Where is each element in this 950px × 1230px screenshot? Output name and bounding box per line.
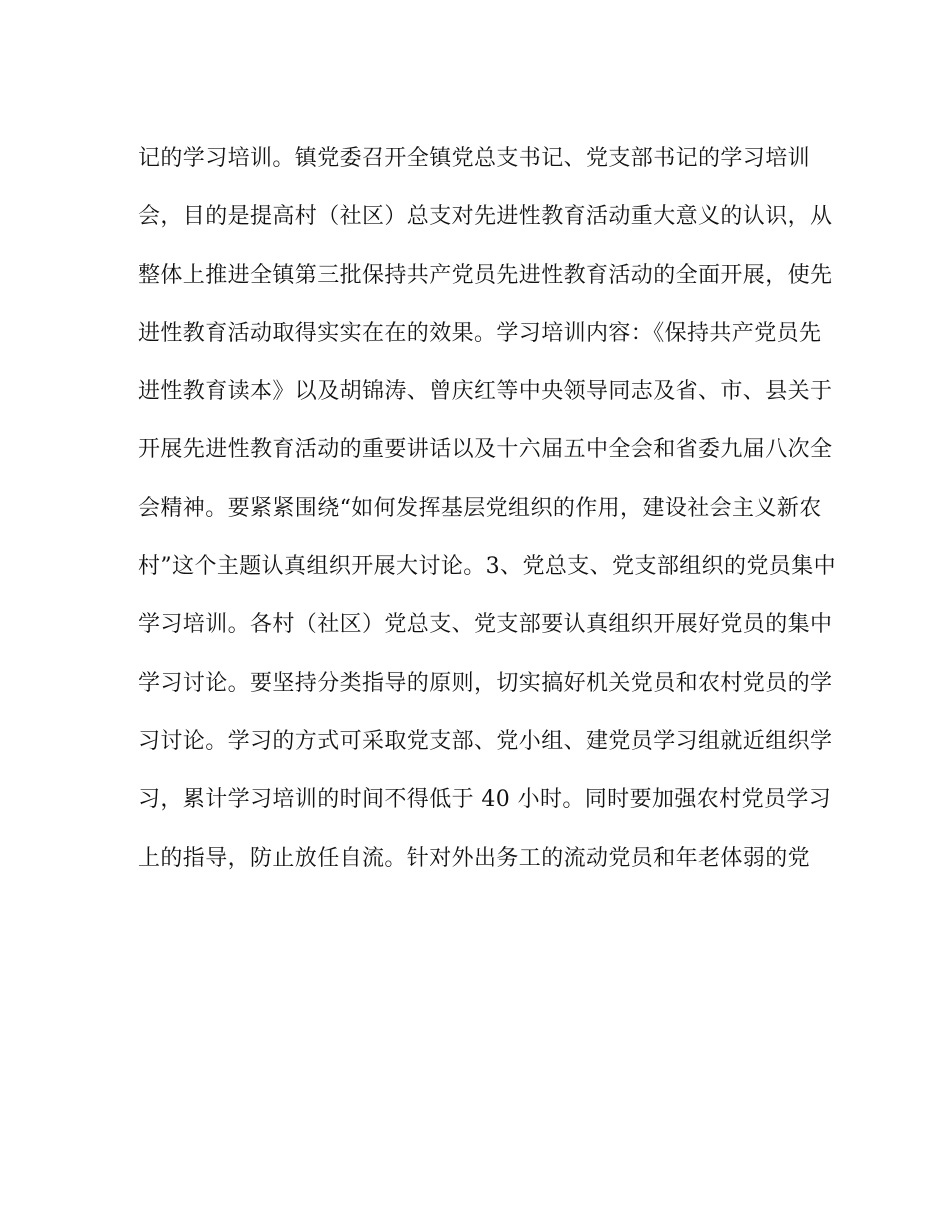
text-line-7: 会精神。要紧紧围绕“如何发挥基层党组织的作用，建设社会主义新农 <box>138 495 822 521</box>
text-line-12: 习，累计学习培训的时间不得低于 40 小时。同时要加强农村党员学习 <box>138 787 832 813</box>
text-line-13: 上的指导，防止放任自流。针对外出务工的流动党员和年老体弱的党 <box>138 845 811 871</box>
text-line-6: 开展先进性教育活动的重要讲话以及十六届五中全会和省委九届八次全 <box>138 437 833 463</box>
text-line-1: 记的学习培训。镇党委召开全镇党总支书记、党支部书记的学习培训 <box>138 146 811 171</box>
body-text <box>138 137 837 895</box>
text-line-4: 进性教育活动取得实实在在的效果。学习培训内容：《保持共产党员先 <box>138 320 822 346</box>
text-line-10: 学习讨论。要坚持分类指导的原则，切实搞好机关党员和农村党员的学 <box>138 670 833 696</box>
text-line-8: 村”这个主题认真组织开展大讨论。3、党总支、党支部组织的党员集中 <box>138 554 837 580</box>
text-line-3: 整体上推进全镇第三批保持共产党员先进性教育活动的全面开展，使先 <box>138 262 833 288</box>
text-line-9: 学习培训。各村（社区）党总支、党支部要认真组织开展好党员的集中 <box>138 612 833 638</box>
text-line-11: 习讨论。学习的方式可采取党支部、党小组、建党员学习组就近组织学 <box>138 728 833 754</box>
text-line-5: 进性教育读本》以及胡锦涛、曾庆红等中央领导同志及省、市、县关于 <box>138 379 833 405</box>
text-line-2: 会，目的是提高村（社区）总支对先进性教育活动重大意义的认识，从 <box>138 204 833 230</box>
